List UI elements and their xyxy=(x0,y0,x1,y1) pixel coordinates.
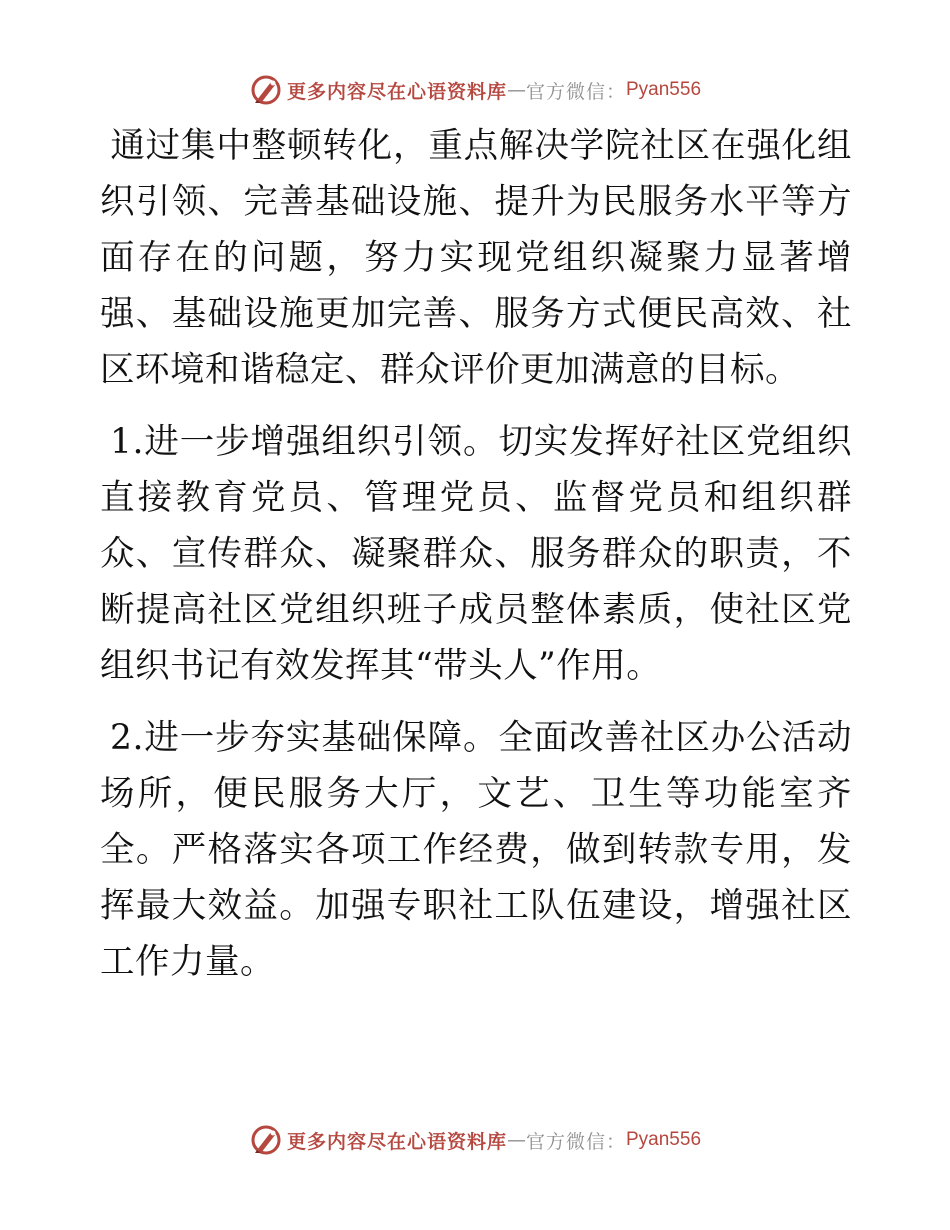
banner-wechat-label: 官方微信： xyxy=(525,1130,626,1153)
banner-wechat-label: 官方微信： xyxy=(525,80,626,103)
paragraph-item-2 xyxy=(100,710,852,990)
banner-wechat-id: Pyan556 xyxy=(626,1129,702,1150)
banner-promo-text: 更多内容尽在心语资料库 xyxy=(286,80,507,103)
pen-logo-icon xyxy=(249,1123,283,1157)
banner-dash: — xyxy=(506,1129,526,1151)
paragraph-text: 1.进一步增强组织引领。切实发挥好社区党组织直接教育党员、管理党员、监督党员和组织群众、宣传群众、凝聚群众、服务群众的职责，不断提高社区党组织班子成员整体素质，使社区党组织书记有效发挥其“带头人”作用。 xyxy=(100,422,852,686)
pen-logo-icon xyxy=(249,73,283,107)
banner-dash: — xyxy=(506,79,526,101)
paragraph-item-1 xyxy=(100,414,852,694)
paragraph-text: 2.进一步夯实基础保障。全面改善社区办公活动场所，便民服务大厅，文艺、卫生等功能室齐全。严格落实各项工作经费，做到转款专用，发挥最大效益。加强专职社工队伍建设，增强社区工作力量。 xyxy=(100,718,852,982)
paragraph-text: 通过集中整顿转化，重点解决学院社区在强化组织引领、完善基础设施、提升为民服务水平等方面存在的问题，努力实现党组织凝聚力显著增强、基础设施更加完善、服务方式便民高效、社区环境和谐稳定、群众评价更加满意的目标。 xyxy=(100,126,852,390)
header-banner xyxy=(0,70,950,110)
banner-promo-text: 更多内容尽在心语资料库 xyxy=(286,1130,507,1153)
footer-banner xyxy=(0,1120,950,1160)
document-body xyxy=(100,118,852,1006)
paragraph-intro xyxy=(100,118,852,398)
banner-wechat-id: Pyan556 xyxy=(626,79,702,100)
